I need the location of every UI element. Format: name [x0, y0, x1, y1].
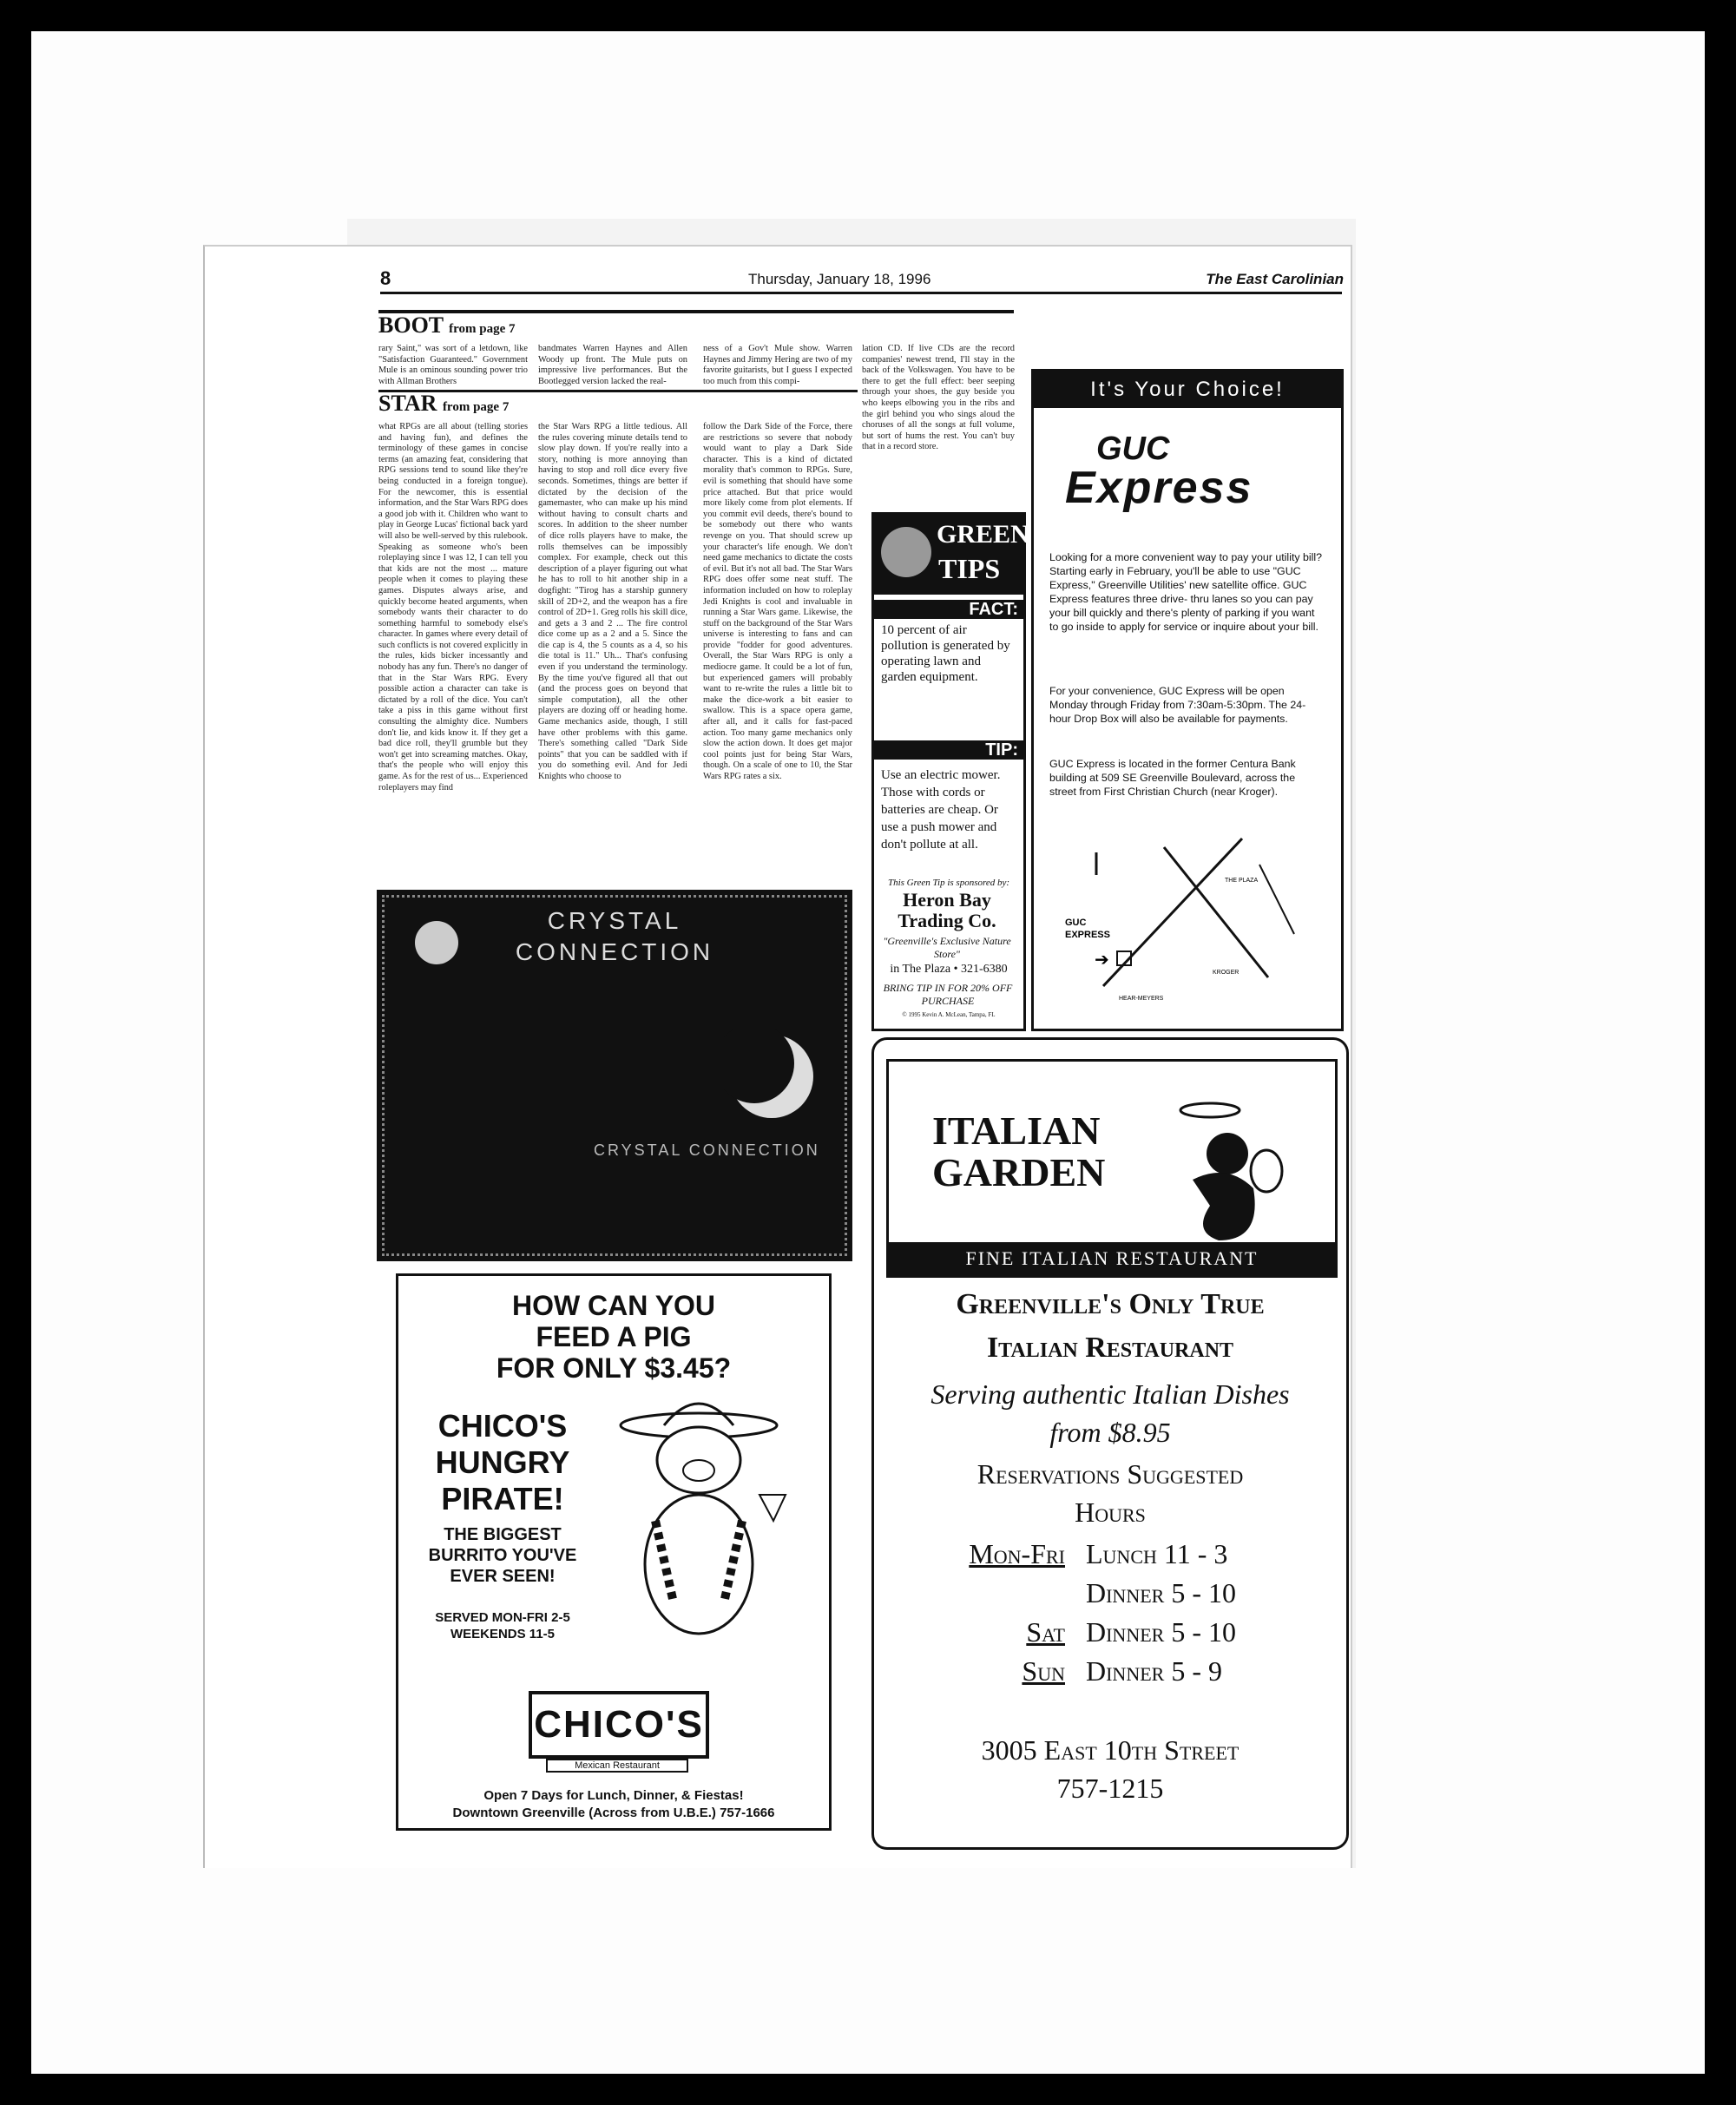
fact-label: FACT: — [874, 600, 1023, 619]
chicos-ad — [396, 1273, 832, 1831]
hours-day: Sat — [1026, 1616, 1065, 1648]
italian-garden-ad — [871, 1037, 1349, 1850]
chicos-served-1: SERVED MON-FRI 2-5 — [435, 1610, 570, 1625]
hours-row — [891, 1535, 1325, 1574]
map-label-kroger: KROGER — [1213, 970, 1240, 976]
star-col-1: what RPGs are all about (telling stories and having fun), and defines the terminology of these games in concise terms (an amazing feat, considering that RPG sessions tend to sound like they're being conducted in a foreign tongue). For the newcomer, this is essential information, and the Star Wars RPG does a good job with it. Children who want to play in George Lucas' fictional back yard will also be well-served by this rulebook. Speaking as someone who's been roleplaying since I was 12, I can tell you that kids are not the most ... mature people when it comes to playing these games. Disputes always arise, and quickly become heated arguments, when somebody wants their character to do something harmful to somebody else's character. In games where every detail of such conflicts is not covered explicitly in the rules, kids bicker incessantly and nobody has any fun. There's no danger of that in the Star Wars RPG. Every possible action a character can take is dictated by a roll of the dice. You can't take a piss in this game without first consulting the almighty dice. Numbers don't lie, and kids know it. If they get a bad dice roll, they'll grumble but they won't get into screaming matches. Okay, that's the people who will enjoy this game. As for the rest of us... Experienced roleplayers may find — [378, 422, 528, 793]
italian-hours-label: Hours — [1075, 1497, 1146, 1528]
italian-serving-2: from $8.95 — [1049, 1417, 1171, 1448]
green-tips-ad — [871, 512, 1029, 1031]
chicos-name-3: PIRATE! — [441, 1481, 564, 1516]
guc-express-ad — [1031, 369, 1344, 1031]
hours-day: Sun — [1022, 1655, 1065, 1687]
hours-time: Lunch 11 - 3 — [1086, 1538, 1228, 1569]
boot-col-2: bandmates Warren Haynes and Allen Woody up front. The Mule puts on impressive live performances. But the Bootlegged version lacked the real- — [538, 344, 687, 386]
fact-text: 10 percent of air pollution is generated by operating lawn and garden equipment. — [881, 623, 1010, 684]
tip-label: TIP: — [874, 740, 1023, 760]
italian-hours-list — [891, 1535, 1325, 1691]
chicos-tagline-1: THE BIGGEST — [444, 1525, 562, 1544]
sponsor-address: in The Plaza • 321-6380 — [890, 963, 1008, 976]
map-arrow: ➔ — [1095, 951, 1109, 970]
guc-paragraph-2: For your convenience, GUC Express will be open Monday through Friday from 7:30am-5:30pm. The 24-hour Drop Box will also be available for payments. — [1049, 685, 1306, 725]
guc-logo-top: GUC — [1096, 431, 1170, 467]
map-label-express-1: GUC — [1065, 918, 1087, 928]
boot-col-3: ness of a Gov't Mule show. Warren Haynes and Jimmy Hering are two of my favorite guitarists, but I guess I expected too much from this compi- — [703, 344, 852, 386]
map-label-hooker: HEAR-MEYERS — [1119, 996, 1164, 1002]
guc-paragraph-1: Looking for a more convenient way to pay your utility bill? Starting early in February, you'll be able to use "GUC Express," Greenville Utilities' new satellite office. GUC Express features three drive- thru lanes so you can pay your bill quickly and there's plenty of parking if you want to go inside to apply for service or inquire about your bill. — [1049, 551, 1323, 633]
map-label-plaza: THE PLAZA — [1225, 878, 1259, 884]
issue-date: Thursday, January 18, 1996 — [748, 271, 931, 287]
guc-paragraph-3: GUC Express is located in the former Centura Bank building at 509 SE Greenville Boulevard, across the street from First Christian Church (near Kroger). — [1049, 758, 1296, 798]
hours-row — [891, 1652, 1325, 1691]
boot-col-4: lation CD. If live CDs are the record companies' newest trend, I'll stay in the back of the Volkswagen. You have to be there to get the full effect: beer seeping through your shoes, the guy beside you who keeps elbowing you in the ribs and the girl behind you who sings aloud the choruses of all the songs at full volume, but sort of hums the rest. You can't buy that in a record store. — [862, 344, 1015, 452]
chicos-name — [407, 1408, 598, 1517]
coupon-text: BRING TIP IN FOR 20% OFF PURCHASE — [883, 982, 1013, 1007]
star-headline: STAR from page 7 — [378, 391, 510, 416]
map-label-express-2: EXPRESS — [1065, 930, 1110, 940]
globe-icon — [881, 527, 931, 577]
hours-day — [891, 1574, 1086, 1613]
hours-row — [891, 1574, 1325, 1613]
green-tips-title-2: TIPS — [938, 553, 1001, 584]
crystal-footer: CRYSTAL CONNECTION — [594, 1141, 820, 1159]
hours-time: Dinner 5 - 10 — [1086, 1577, 1236, 1608]
italian-logo-1: ITALIAN — [932, 1108, 1101, 1153]
moon-icon — [724, 1029, 819, 1124]
paper-name: The East Carolinian — [1206, 271, 1344, 287]
sponsor-intro: This Green Tip is sponsored by: — [887, 878, 1010, 888]
sponsor-tagline: "Greenville's Exclusive Nature Store" — [883, 935, 1011, 960]
chicos-served — [407, 1609, 598, 1642]
header-rule — [380, 292, 1342, 294]
chicos-name-2: HUNGRY — [435, 1444, 570, 1480]
guc-logo-bottom: Express — [1065, 463, 1253, 513]
chicos-logo-sub: Mexican Restaurant — [546, 1759, 688, 1773]
boot-headline: BOOT from page 7 — [378, 312, 516, 338]
chicos-footer-1: Open 7 Days for Lunch, Dinner, & Fiestas! — [483, 1788, 744, 1803]
chicos-tagline-2: BURRITO YOU'VE — [428, 1546, 577, 1565]
hours-time: Dinner 5 - 9 — [1086, 1655, 1222, 1687]
waiter-icon — [1158, 1076, 1288, 1249]
green-tips-banner — [874, 515, 1029, 595]
chicos-headline-3: FOR ONLY $3.45? — [496, 1352, 732, 1384]
green-tips-title-1: GREEN — [937, 520, 1029, 549]
guc-location-map — [1060, 830, 1320, 1003]
italian-logo — [932, 1110, 1105, 1194]
sponsor-name: Heron Bay Trading Co. — [898, 889, 996, 931]
chicos-name-1: CHICO'S — [437, 1408, 568, 1444]
pig-pirate-icon — [603, 1391, 812, 1651]
crystal-title-2: CONNECTION — [515, 938, 714, 965]
italian-headline-1: Greenville's Only True — [956, 1288, 1265, 1320]
page-number: 8 — [380, 267, 391, 289]
star-col-3: follow the Dark Side of the Force, there are restrictions so severe that nobody would want to play a Dark Side character. This is a kind of dictated morality that's common to RPGs. Sure, evil is something that should have some price attached. But that price would more likely come from plot elements. If you commit evil deeds, there's bound to be somebody out there who wants revenge on you. That should screw up your character's life enough. We don't need game mechanics to dictate the costs of evil. But it's not all bad. The Star Wars RPG does offer some neat stuff. The information included on how to roleplay Jedi Knights is cool and invaluable in running a Star Wars game. Likewise, the stuff on the background of the Star Wars universe is interesting to fans and can provide "fodder for good adventures. Overall, the Star Wars RPG is only a mediocre game. It could be a lot of fun, but experienced gamers will probably want to re-write the rules a little bit to make the dice-work a bit easier to swallow. This is a space opera game, after all, and it calls for fast-paced action. Too many game mechanics only slow the action down. It does get major cool points just for being Star Wars, though. On a scale of one to 10, the Star Wars RPG rates a six. — [703, 422, 852, 781]
hours-time: Dinner 5 - 10 — [1086, 1616, 1236, 1648]
chicos-served-2: WEEKENDS 11-5 — [450, 1627, 556, 1641]
hours-day: Mon-Fri — [969, 1538, 1065, 1569]
chicos-tagline-3: EVER SEEN! — [450, 1567, 556, 1586]
page-header — [380, 267, 1344, 293]
italian-logo-2: GARDEN — [932, 1150, 1106, 1194]
chicos-headline-1: HOW CAN YOU — [511, 1290, 716, 1321]
italian-headline-2: Italian Restaurant — [986, 1332, 1234, 1364]
italian-address: 3005 East 10th Street — [981, 1734, 1240, 1766]
chicos-footer-2: Downtown Greenville (Across from U.B.E.) 757-1666 — [452, 1806, 775, 1820]
crystal-connection-ad — [377, 890, 852, 1261]
chicos-tagline — [407, 1524, 598, 1587]
copyright: © 1995 Kevin A. McLean, Tampa, FL — [902, 1011, 996, 1018]
crystal-title-1: CRYSTAL — [547, 907, 682, 934]
chicos-logo: CHICO'S — [529, 1691, 709, 1759]
hours-row — [891, 1613, 1325, 1652]
boot-col-1: rary Saint," was sort of a letdown, like "Satisfaction Guaranteed." Government Mule is an ominous sounding power trio with Allman Brothers — [378, 344, 528, 386]
italian-logo-box — [886, 1059, 1338, 1278]
star-col-2: the Star Wars RPG a little tedious. All the rules covering minute details tend to slow play down. If you're really into a story, nothing is more annoying than having to stop and roll dice every five seconds. Sometimes, things are better if dictated by the decision of the gamemaster, who can make up his mind without having to consult charts and scores. In addition to the sheer number of dice rolls players have to make, the rolls themselves can be impossibly complex. For example, check out this description of a player figuring out what he has to roll to hit another ship in a dogfight: "Tirog has a starship gunnery skill of 2D+2, and the weapon has a fire control of 2D+1. Greg rolls his skill dice, and gets a 3 and 2 ... The fire control dice come up as a 2 and a 5. Since the die cap is 4, the 5 counts as a 4, so his die total is 11." Uh... That's confusing even if you understand the terminology. By the time you've figured all that out (and the process goes on beyond that simple computation), all the other players are dozing off or heading home. Game mechanics aside, though, I still have other problems with this game. There's something called "Dark Side points" that you can be saddled with if you do something evil. And for Jedi Knights who choose to — [538, 422, 687, 781]
italian-reservations: Reservations Suggested — [976, 1458, 1244, 1490]
italian-phone: 757-1215 — [1056, 1773, 1164, 1804]
chicos-headline — [398, 1290, 829, 1384]
italian-band: FINE ITALIAN RESTAURANT — [889, 1242, 1335, 1275]
tip-text: Use an electric mower. Those with cords or batteries are cheap. Or use a push mower and don't pollute at all. — [881, 768, 1001, 852]
guc-banner: It's Your Choice! — [1034, 372, 1341, 408]
italian-serving-1: Serving authentic Italian Dishes — [930, 1378, 1290, 1410]
chicos-headline-2: FEED A PIG — [536, 1321, 692, 1352]
